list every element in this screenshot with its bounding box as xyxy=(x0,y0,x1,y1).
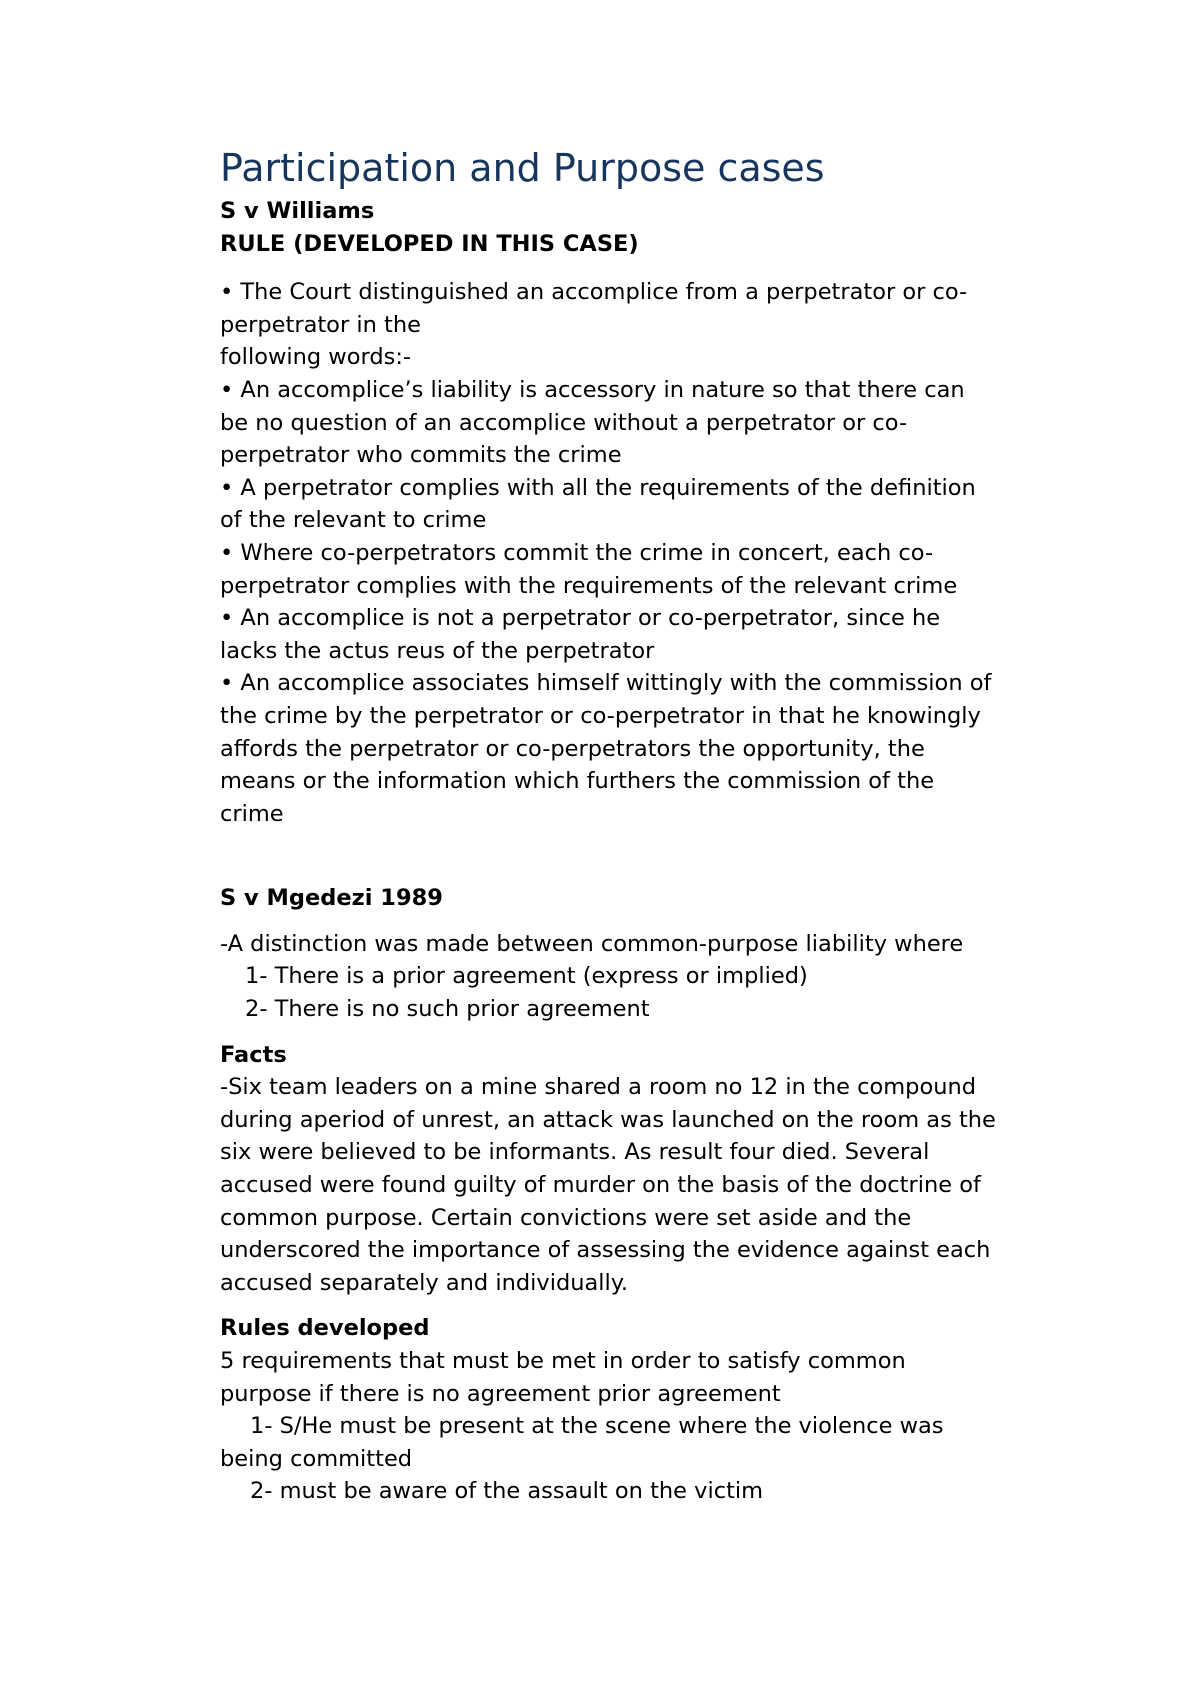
text-line: crime xyxy=(220,800,284,827)
text-line: • An accomplice’s liability is accessory in nature so that there can xyxy=(220,376,965,403)
text-line: purpose if there is no agreement prior agreement xyxy=(220,1380,781,1407)
text-line: being committed xyxy=(220,1445,413,1472)
text-line: the crime by the perpetrator or co-perpetrator in that he knowingly xyxy=(220,702,981,729)
text-line: perpetrator in the xyxy=(220,311,421,338)
text-line: -Six team leaders on a mine shared a room no 12 in the compound xyxy=(220,1074,977,1101)
text-line: be no question of an accomplice without a perpetrator or co- xyxy=(220,409,908,436)
text-line: common purpose. Certain convictions were set aside and the xyxy=(220,1204,912,1231)
distinction-intro: -A distinction was made between common-purpose liability where xyxy=(220,930,964,957)
list-item: 2- There is no such prior agreement xyxy=(245,996,650,1023)
williams-rule-lines xyxy=(220,276,1080,830)
text-line: following words:- xyxy=(220,344,412,371)
text-line: • An accomplice associates himself wittingly with the commission of xyxy=(220,670,992,697)
document-page xyxy=(220,145,1080,1508)
text-line: six were believed to be informants. As result four died. Several xyxy=(220,1139,930,1166)
text-line: • The Court distinguished an accomplice from a perpetrator or co- xyxy=(220,279,968,306)
requirement-item: 1- S/He must be present at the scene where the violence was xyxy=(250,1413,944,1440)
list-item: 1- There is a prior agreement (express or implied) xyxy=(245,963,808,990)
rules-heading: Rules developed xyxy=(220,1315,430,1342)
rule-heading: RULE (DEVELOPED IN THIS CASE) xyxy=(220,230,639,257)
text-line: • Where co-perpetrators commit the crime in concert, each co- xyxy=(220,539,934,566)
text-line: accused separately and individually. xyxy=(220,1269,629,1296)
text-line: underscored the importance of assessing the evidence against each xyxy=(220,1237,991,1264)
text-line: 5 requirements that must be met in order to satisfy common xyxy=(220,1348,906,1374)
text-line: of the relevant to crime xyxy=(220,507,487,534)
text-line: • A perpetrator complies with all the requirements of the definition xyxy=(220,474,976,501)
text-line: accused were found guilty of murder on the basis of the doctrine of xyxy=(220,1172,981,1199)
requirement-item: 2- must be aware of the assault on the victim xyxy=(250,1478,764,1505)
document-title: Participation and Purpose cases xyxy=(220,146,825,190)
text-line: perpetrator complies with the requirements of the relevant crime xyxy=(220,572,958,599)
text-line: during aperiod of unrest, an attack was launched on the room as the xyxy=(220,1106,996,1133)
text-line: • An accomplice is not a perpetrator or co-perpetrator, since he xyxy=(220,605,941,632)
facts-heading: Facts xyxy=(220,1041,287,1068)
case-heading-mgedezi: S v Mgedezi 1989 xyxy=(220,885,443,912)
text-line: affords the perpetrator or co-perpetrators the opportunity, the xyxy=(220,735,925,762)
facts-paragraph xyxy=(220,1071,1080,1299)
text-line: means or the information which furthers the commission of the xyxy=(220,768,935,795)
text-line: perpetrator who commits the crime xyxy=(220,442,622,469)
case-heading-williams: S v Williams xyxy=(220,198,375,224)
text-line: lacks the actus reus of the perpetrator xyxy=(220,637,655,664)
